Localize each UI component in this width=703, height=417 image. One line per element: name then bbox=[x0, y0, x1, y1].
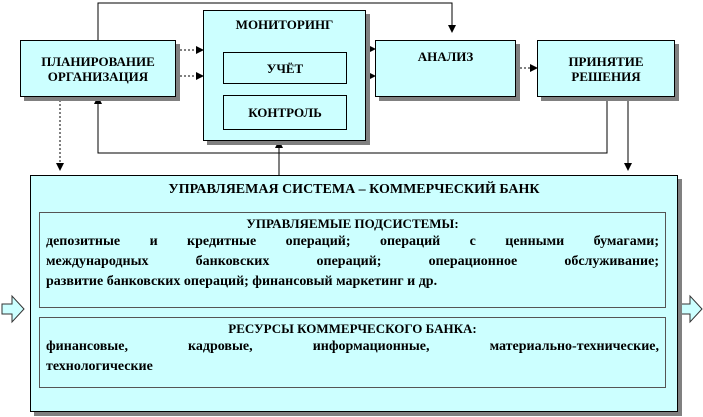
monitoring-block bbox=[203, 10, 366, 141]
control-box: КОНТРОЛЬ bbox=[223, 95, 347, 130]
output-arrow-icon bbox=[680, 296, 702, 322]
subsystems-line-3: развитие банковских операций; финансовый маркетинг и др. bbox=[46, 274, 438, 289]
decision-block: ПРИНЯТИЕ РЕШЕНИЯ bbox=[537, 40, 675, 97]
managed-system-title: УПРАВЛЯЕМАЯ СИСТЕМА – КОММЕРЧЕСКИЙ БАНК bbox=[168, 182, 540, 197]
managed-system-block bbox=[30, 175, 678, 412]
monitoring-title: МОНИТОРИНГ bbox=[235, 17, 334, 32]
analysis-block: АНАЛИЗ bbox=[375, 40, 516, 97]
input-arrow-icon bbox=[2, 296, 24, 322]
subsystems-panel bbox=[39, 212, 666, 308]
resources-panel bbox=[39, 317, 666, 388]
resources-line-1: финансовые, кадровые, информационные, материально-технические, bbox=[46, 339, 659, 354]
subsystems-line-2: международных банковских операций; операционное обслуживание; bbox=[46, 254, 659, 269]
subsystems-title: УПРАВЛЯЕМЫЕ ПОДСИСТЕМЫ: bbox=[246, 216, 459, 231]
resources-line-2: технологические bbox=[46, 359, 153, 374]
resources-title: РЕСУРСЫ КОММЕРЧЕСКОГО БАНКА: bbox=[228, 321, 477, 336]
accounting-box: УЧЁТ bbox=[223, 52, 347, 84]
planning-block: ПЛАНИРОВАНИЕ ОРГАНИЗАЦИЯ bbox=[20, 40, 176, 97]
subsystems-line-1: депозитные и кредитные операций; операций с ценными бумагами; bbox=[46, 234, 659, 249]
